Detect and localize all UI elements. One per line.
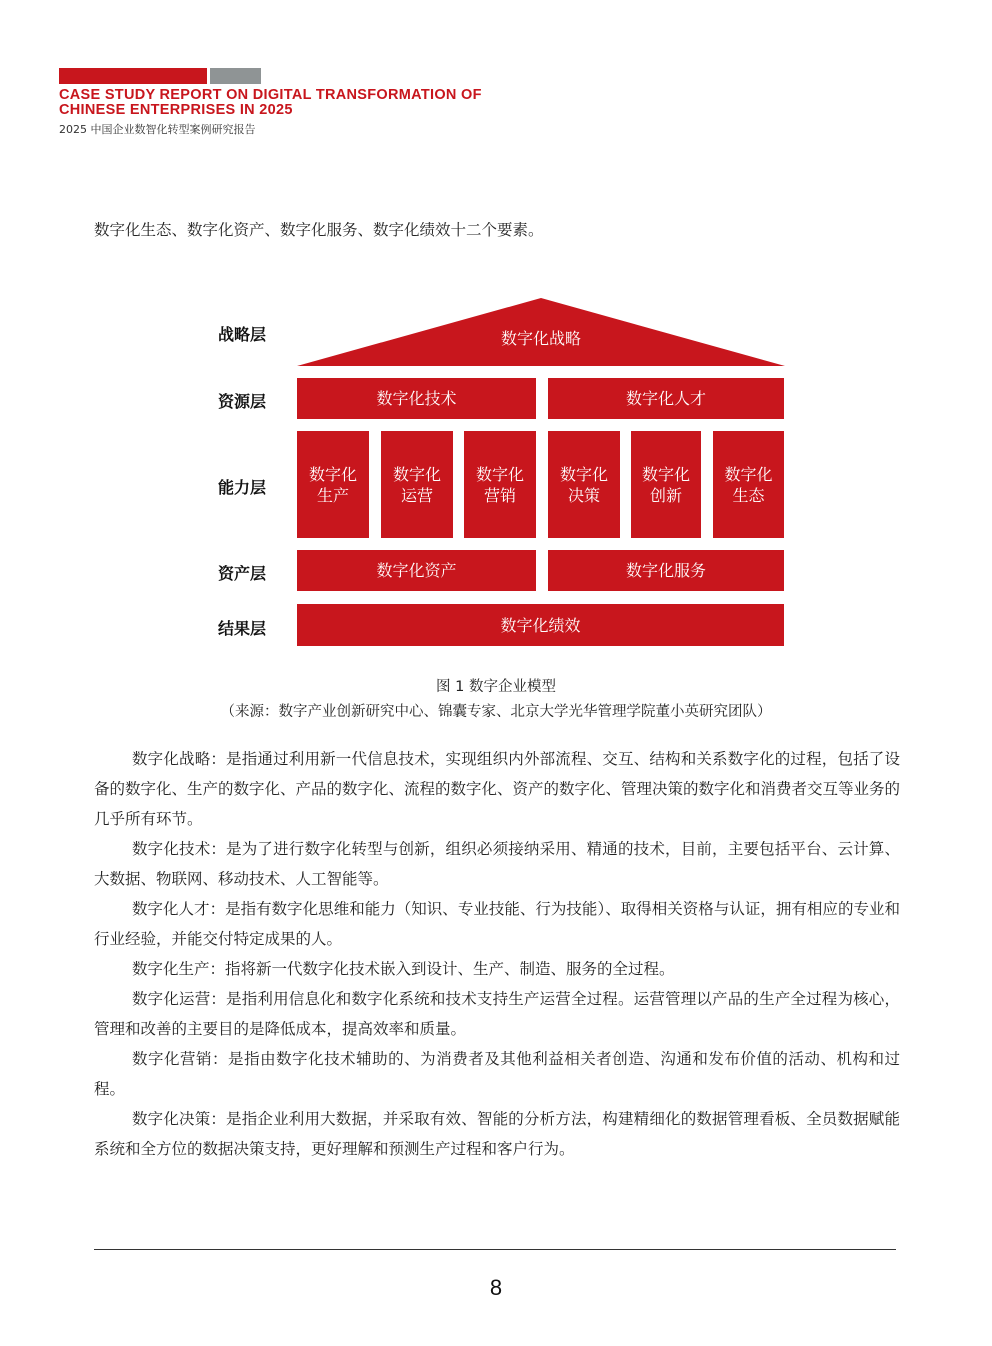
- strategy-roof-label: 数字化战略: [500, 329, 581, 348]
- block-digital-marketing: [464, 431, 536, 538]
- block-line: 生产: [316, 485, 349, 505]
- layer-label-strategy: 战略层: [218, 325, 267, 344]
- report-subtitle: 2025 中国企业数智化转型案例研究报告: [59, 123, 256, 136]
- paragraph-talent: 数字化人才：是指有数字化思维和能力（知识、专业技能、行为技能）、取得相关资格与认证，拥有相应的专业和行业经验，并能交付特定成果的人。: [94, 900, 900, 948]
- block-line: 数字化: [392, 464, 441, 484]
- paragraph-operations: 数字化运营：是指利用信息化和数字化系统和技术支持生产运营全过程。运营管理以产品的生产全过程为核心，管理和改善的主要目的是降低成本，提高效率和质量。: [94, 990, 900, 1038]
- layer-label-asset: 资产层: [218, 564, 267, 583]
- block-line: 数字化: [641, 464, 690, 484]
- block-line: 决策: [567, 485, 600, 505]
- block-line: 创新: [649, 485, 682, 505]
- block-digital-performance: 数字化绩效: [297, 604, 784, 646]
- figure-caption: 图 1 数字企业模型: [436, 679, 556, 695]
- block-digital-operations: [381, 431, 453, 538]
- block-digital-decision: [548, 431, 620, 538]
- block-line: 生态: [732, 485, 765, 505]
- paragraph-production: 数字化生产：指将新一代数字化技术嵌入到设计、生产、制造、服务的全过程。: [132, 960, 675, 978]
- block-line: 数字化: [559, 464, 608, 484]
- block-line: 营销: [483, 485, 516, 505]
- block-line: 数字化: [724, 464, 773, 484]
- block-line: 数字化: [475, 464, 524, 484]
- block-digital-ecosystem: [713, 431, 784, 538]
- block-digital-technology: 数字化技术: [297, 378, 536, 419]
- layer-label-result: 结果层: [218, 619, 267, 638]
- report-title: [59, 88, 659, 118]
- header-red-bar: [59, 68, 207, 84]
- paragraph-technology: 数字化技术：是为了进行数字化转型与创新，组织必须接纳采用、精通的技术，目前，主要包括平台、云计算、大数据、物联网、移动技术、人工智能等。: [94, 840, 900, 888]
- block-digital-innovation: [631, 431, 701, 538]
- figure-source: （来源：数字产业创新研究中心、锦囊专家、北京大学光华管理学院董小英研究团队）: [220, 704, 772, 720]
- paragraph-decision: 数字化决策：是指企业利用大数据，并采取有效、智能的分析方法，构建精细化的数据管理看板、全员数据赋能系统和全方位的数据决策支持，更好理解和预测生产过程和客户行为。: [94, 1110, 900, 1158]
- intro-text: 数字化生态、数字化资产、数字化服务、数字化绩效十二个要素。: [94, 221, 544, 239]
- block-digital-production: [297, 431, 369, 538]
- footer-divider: [94, 1249, 896, 1250]
- header-gray-bar: [210, 68, 261, 84]
- block-digital-talent: 数字化人才: [548, 378, 784, 419]
- layer-label-capability: 能力层: [218, 478, 267, 497]
- report-title-line2: CHINESE ENTERPRISES IN 2025: [59, 102, 293, 118]
- block-line: 数字化: [308, 464, 357, 484]
- block-digital-services: 数字化服务: [548, 550, 784, 591]
- block-line: 运营: [400, 485, 433, 505]
- block-digital-assets: 数字化资产: [297, 550, 536, 591]
- report-title-line1: CASE STUDY REPORT ON DIGITAL TRANSFORMATION OF: [59, 87, 482, 103]
- paragraph-strategy: 数字化战略：是指通过利用新一代信息技术，实现组织内外部流程、交互、结构和关系数字化的过程，包括了设备的数字化、生产的数字化、产品的数字化、流程的数字化、资产的数字化、管理决策的数字化和消费者交互等业务的几乎所有环节。: [94, 750, 901, 828]
- layer-label-resource: 资源层: [218, 392, 267, 411]
- paragraph-marketing: 数字化营销：是指由数字化技术辅助的、为消费者及其他利益相关者创造、沟通和发布价值的活动、机构和过程。: [94, 1050, 900, 1098]
- page-number: 8: [489, 1275, 503, 1300]
